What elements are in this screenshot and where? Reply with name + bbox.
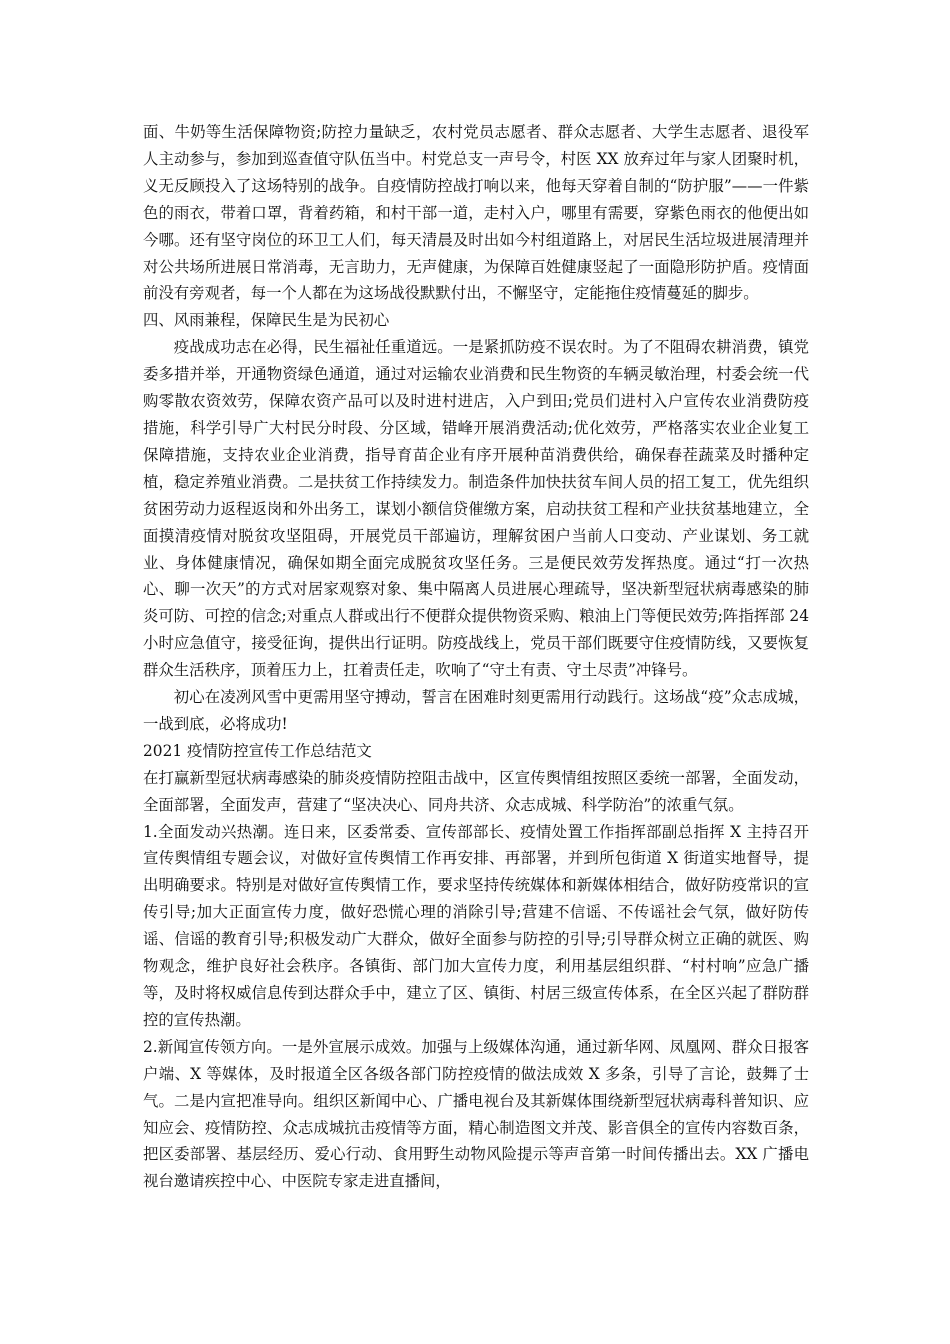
paragraph-news-publicity: 2.新闻宣传领方向。一是外宣展示成效。加强与上级媒体沟通，通过新华网、凤凰网、群众日报客户端、X 等媒体，及时报道全区各级各部门防控疫情的做法成效 X 多条，引导了言论，鼓舞了士气。二是内宣把准导向。组织区新闻中心、广播电视台及其新媒体围绕新型冠状病毒科普知识、应知应会、疫情防控、众志成城抗击疫情等方面，精心制造图文并茂、影音俱全的宣传内容数百条，把区委部署、基层经历、爱心行动、食用野生动物风险提示等声音第一时间传播出去。XX 广播电视台邀请疾控中心、中医院专家走进直播间， <box>143 1037 809 1191</box>
paragraph-conclusion: 初心在凌冽风雪中更需用坚守搏动，誓言在困难时刻更需用行动践行。这场战“疫”众志成城，一战到底，必将成功! <box>143 688 809 733</box>
paragraph-volunteers: 面、牛奶等生活保障物资;防控力量缺乏，农村党员志愿者、群众志愿者、大学生志愿者、退役军人主动参与，参加到巡查值守队伍当中。村党总支一声号令，村医 XX 放弃过年与家人团聚时机，义无反顾投入了这场特别的战争。自疫情防控战打响以来，他每天穿着自制的“防护服”——一件紫色的雨衣，带着口罩，背着药箱，和村干部一道，走村入户，哪里有需要，穿紫色雨衣的他便出如今哪。还有坚守岗位的环卫工人们，每天清晨及时出如今村组道路上，对居民生活垃圾进展清理并对公共场所进展日常消毒，无言助力，无声健康，为保障百姓健康竖起了一面隐形防护盾。疫情面前没有旁观者，每一个人都在为这场战役默默付出，不懈坚守，定能拖住疫情蔓延的脚步。 <box>143 123 809 303</box>
document-page <box>143 119 809 1195</box>
paragraph-livelihood: 疫战成功志在必得，民生福祉任重道远。一是紧抓防疫不误农时。为了不阻碍农耕消费，镇党委多措并举，开通物资绿色通道，通过对运输农业消费和民生物资的车辆灵敏治理，村委会统一代购零散农资效劳，保障农资产品可以及时进村进店，入户到田;党员们进村入户宣传农业消费防疫措施，科学引导广大村民分时段、分区域，错峰开展消费活动;优化效劳，严格落实农业企业复工保障措施，支持农业企业消费，指导育苗企业有序开展种苗消费供给，确保春茬蔬菜及时播种定植，稳定养殖业消费。二是扶贫工作持续发力。制造条件加快扶贫车间人员的招工复工，优先组织贫困劳动力返程返岗和外出务工，谋划小额信贷催缴方案，启动扶贫工程和产业扶贫基地建立，全面摸清疫情对脱贫攻坚阻碍，开展党员干部遍访，理解贫困户当前人口变动、产业谋划、务工就业、身体健康情况，确保如期全面完成脱贫攻坚任务。三是便民效劳发挥热度。通过“打一次热心、聊一次天”的方式对居家观察对象、集中隔离人员进展心理疏导，坚决新型冠状病毒感染的肺炎可防、可控的信念;对重点人群或出行不便群众提供物资采购、粮油上门等便民效劳;阵指挥部 24 小时应急值守，接受征询，提供出行证明。防疫战线上，党员干部们既要守住疫情防线，又要恢复群众生活秩序，顶着压力上，扛着责任走，吹响了“守土有责、守土尽责”冲锋号。 <box>143 338 809 680</box>
paragraph-intro: 在打赢新型冠状病毒感染的肺炎疫情防控阻击战中，区宣传舆情组按照区委统一部署，全面发动，全面部署，全面发声，营建了“坚决决心、同舟共济、众志成城、科学防治”的浓重气氛。 <box>143 768 809 814</box>
section-heading-4: 四、风雨兼程，保障民生是为民初心 <box>143 311 390 330</box>
article-title: 2021 疫情防控宣传工作总结范文 <box>143 741 372 760</box>
paragraph-mobilization: 1.全面发动兴热潮。连日来，区委常委、宣传部部长、疫情处置工作指挥部副总指挥 X 主持召开宣传舆情组专题会议，对做好宣传舆情工作再安排、再部署，并到所包街道 X 街道实地督导，提出明确要求。特别是对做好宣传舆情工作，要求坚持传统媒体和新媒体相结合，做好防疫常识的宣传引导;加大正面宣传力度，做好恐慌心理的消除引导;营建不信谣、不传谣社会气氛，做好防传谣、信谣的教育引导;积极发动广大群众，做好全面参与防控的引导;引导群众树立正确的就医、购物观念，维护良好社会秩序。各镇街、部门加大宣传力度，利用基层组织群、“村村响”应急广播等，及时将权威信息传到达群众手中，建立了区、镇街、村居三级宣传体系，在全区兴起了群防群控的宣传热潮。 <box>143 822 809 1029</box>
